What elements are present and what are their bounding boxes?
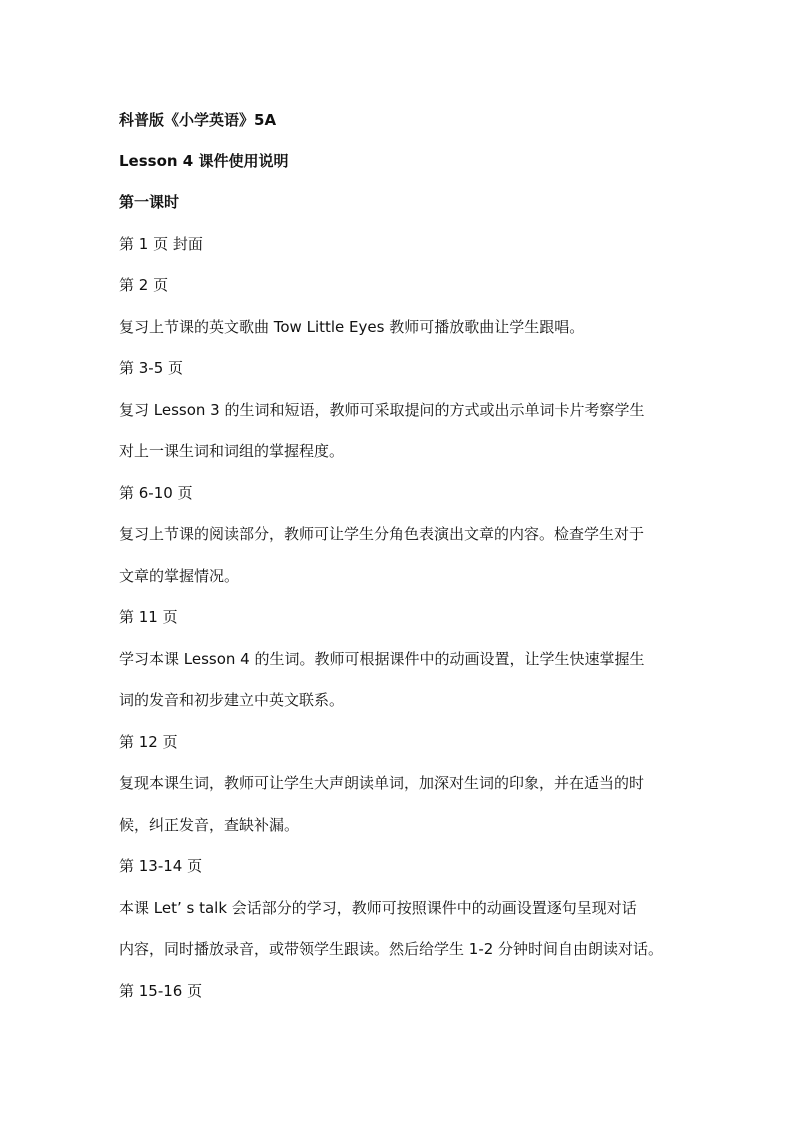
page-heading: 第 3-5 页 [119,359,184,377]
page-heading: 第 1 页 封面 [119,235,203,253]
page-heading: 第 13-14 页 [119,857,203,875]
paragraph-line: 对上一课生词和词组的掌握程度。 [119,442,345,460]
paragraph-line: 复习上节课的英文歌曲 Tow Little Eyes 教师可播放歌曲让学生跟唱。 [119,318,585,336]
page-heading: 第 11 页 [119,608,178,626]
page-heading: 第 6-10 页 [119,484,193,502]
page-heading: 第 2 页 [119,276,169,294]
paragraph-line: 候，纠正发音，查缺补漏。 [119,816,300,834]
period-heading: 第一课时 [119,193,180,211]
page-heading: 第 15-16 页 [119,982,203,1000]
paragraph-line: 学习本课 Lesson 4 的生词。教师可根据课件中的动画设置，让学生快速掌握生 [119,650,645,668]
paragraph-line: 复习上节课的阅读部分，教师可让学生分角色表演出文章的内容。检查学生对于 [119,525,645,543]
paragraph-line: 复现本课生词，教师可让学生大声朗读单词，加深对生词的印象，并在适当的时 [119,774,645,792]
paragraph-line: 词的发音和初步建立中英文联系。 [119,691,345,709]
paragraph-line: 本课 Let’ s talk 会话部分的学习，教师可按照课件中的动画设置逐句呈现对话 [119,899,637,917]
paragraph-line: 文章的掌握情况。 [119,567,240,585]
document-title: 科普版《小学英语》5A [119,111,277,129]
paragraph-line: 复习 Lesson 3 的生词和短语，教师可采取提问的方式或出示单词卡片考察学生 [119,401,645,419]
page-heading: 第 12 页 [119,733,178,751]
document-subtitle: Lesson 4 课件使用说明 [119,152,289,170]
paragraph-line: 内容，同时播放录音，或带领学生跟读。然后给学生 1-2 分钟时间自由朗读对话。 [119,940,664,958]
